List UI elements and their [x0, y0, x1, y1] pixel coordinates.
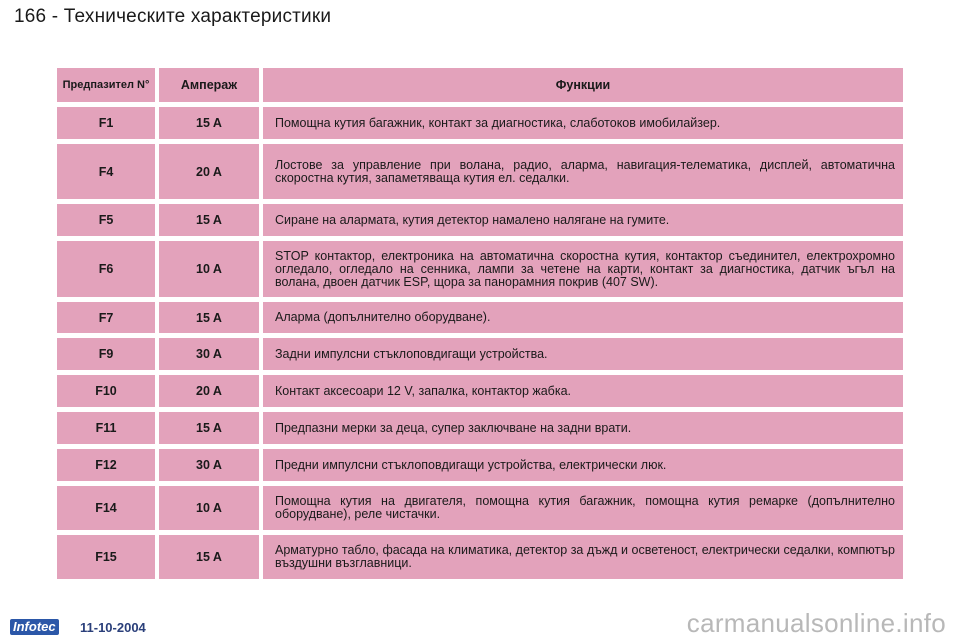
header-fuse: Предпазител N° — [57, 68, 155, 102]
fuse-amperage: 15 A — [159, 107, 259, 139]
fuse-amperage: 20 A — [159, 144, 259, 199]
fuse-number: F9 — [57, 338, 155, 370]
fuse-functions: Лостове за управление при волана, радио, аларма, навигация-телематика, дисплей, автоматична скоростна кутия, запаметяваща кутия ел. седалки. — [263, 144, 903, 199]
fuse-table — [57, 68, 903, 584]
fuse-number: F1 — [57, 107, 155, 139]
fuse-functions: Контакт аксесоари 12 V, запалка, контактор жабка. — [263, 375, 903, 407]
footer-date: 11-10-2004 — [80, 620, 146, 635]
fuse-functions: Арматурно табло, фасада на климатика, детектор за дъжд и осветеност, електрически седалки, компютър въздушни възглавници. — [263, 535, 903, 579]
fuse-functions: Сиране на алармата, кутия детектор намалено налягане на гумите. — [263, 204, 903, 236]
table-row — [57, 449, 903, 481]
header-amperage: Ампераж — [159, 68, 259, 102]
fuse-amperage: 10 A — [159, 241, 259, 297]
table-row — [57, 107, 903, 139]
fuse-amperage: 15 A — [159, 204, 259, 236]
table-row — [57, 486, 903, 530]
fuse-number: F14 — [57, 486, 155, 530]
table-row — [57, 144, 903, 199]
table-row — [57, 241, 903, 297]
fuse-amperage: 20 A — [159, 375, 259, 407]
fuse-functions: Предпазни мерки за деца, супер заключване на задни врати. — [263, 412, 903, 444]
fuse-number: F5 — [57, 204, 155, 236]
table-row — [57, 302, 903, 333]
fuse-number: F7 — [57, 302, 155, 333]
fuse-amperage: 30 A — [159, 449, 259, 481]
fuse-functions: Предни импулсни стъклоповдигащи устройства, електрически люк. — [263, 449, 903, 481]
fuse-functions: Помощна кутия багажник, контакт за диагностика, слаботоков имобилайзер. — [263, 107, 903, 139]
watermark: carmanualsonline.info — [686, 608, 946, 638]
fuse-amperage: 30 A — [159, 338, 259, 370]
table-row — [57, 535, 903, 579]
fuse-functions: STOP контактор, електроника на автоматична скоростна кутия, контактор съединител, електрохромно огледало, огледало на сенника, лампи за четене на карти, контакт за диагностика, датчик ъгъл на волана, двоен датчик ESP, щора за панорамния покрив (407 SW). — [263, 241, 903, 297]
table-header-row — [57, 68, 903, 102]
table-row — [57, 204, 903, 236]
fuse-amperage: 15 A — [159, 412, 259, 444]
table-row — [57, 412, 903, 444]
fuse-number: F6 — [57, 241, 155, 297]
fuse-number: F12 — [57, 449, 155, 481]
fuse-amperage: 15 A — [159, 302, 259, 333]
fuse-number: F15 — [57, 535, 155, 579]
fuse-number: F10 — [57, 375, 155, 407]
fuse-amperage: 10 A — [159, 486, 259, 530]
table-row — [57, 375, 903, 407]
fuse-number: F11 — [57, 412, 155, 444]
table-row — [57, 338, 903, 370]
fuse-amperage: 15 A — [159, 535, 259, 579]
page-title: 166 - Техническите характеристики — [14, 6, 332, 27]
fuse-number: F4 — [57, 144, 155, 199]
fuse-functions: Аларма (допълнително оборудване). — [263, 302, 903, 333]
fuse-functions: Задни импулсни стъклоповдигащи устройства. — [263, 338, 903, 370]
fuse-functions: Помощна кутия на двигателя, помощна кутия багажник, помощна кутия ремарке (допълнително оборудване), реле чистачки. — [263, 486, 903, 530]
header-functions: Функции — [263, 68, 903, 102]
infotec-logo: Infotec — [10, 619, 59, 635]
